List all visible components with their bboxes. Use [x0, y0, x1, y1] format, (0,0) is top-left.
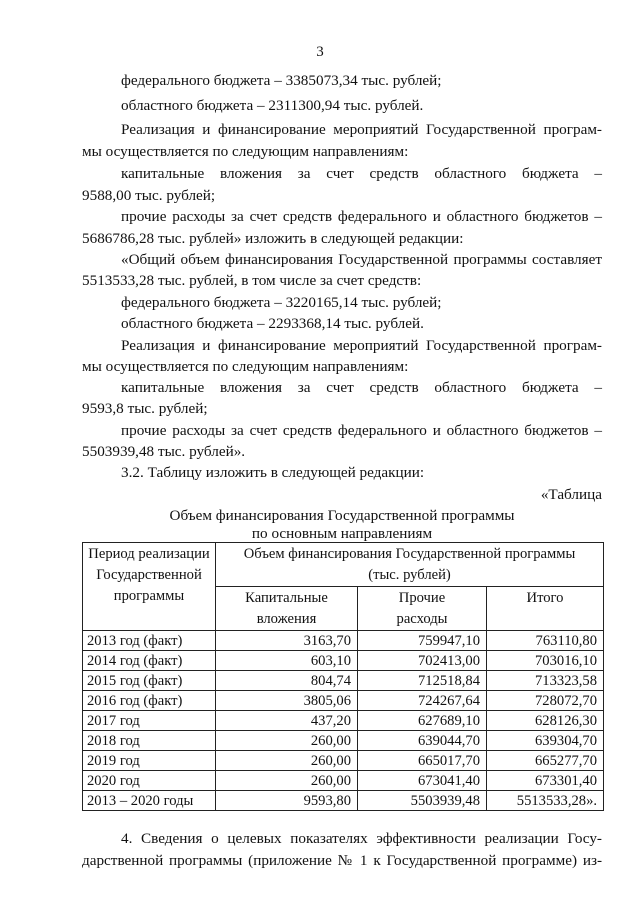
page-number: 3 [316, 44, 324, 60]
text-line: 3.2. Таблицу изложить в следующей редакции: [121, 464, 425, 481]
capital-cell: 9593,80 [216, 791, 358, 811]
period-cell: 2013 – 2020 годы [83, 791, 216, 811]
column-header-total: Итого [487, 587, 604, 631]
table-subtitle: по основным направлениям [251, 525, 433, 542]
table-row [83, 731, 604, 751]
period-cell: 2013 год (факт) [83, 631, 216, 651]
text-line: капитальные вложения за счет средств областного бюджета – [121, 165, 602, 182]
total-cell: 665277,70 [487, 751, 604, 771]
total-cell: 728072,70 [487, 691, 604, 711]
text-line: мы осуществляется по следующим направлениям: [82, 143, 409, 160]
other-cell: 702413,00 [358, 651, 487, 671]
period-header: Период реализации Государственной программы [83, 543, 216, 631]
capital-cell: 260,00 [216, 731, 358, 751]
total-cell: 763110,80 [487, 631, 604, 651]
table-row [83, 771, 604, 791]
text-line: 9588,00 тыс. рублей; [82, 187, 216, 204]
text-line: 9593,8 тыс. рублей; [82, 400, 208, 417]
text-line: 5503939,48 тыс. рублей». [82, 443, 246, 460]
period-cell: 2018 год [83, 731, 216, 751]
column-header-other: Прочие расходы [358, 587, 487, 631]
capital-cell: 260,00 [216, 771, 358, 791]
capital-cell: 260,00 [216, 751, 358, 771]
total-cell: 5513533,28». [487, 791, 604, 811]
capital-cell: 603,10 [216, 651, 358, 671]
table-row [83, 711, 604, 731]
table-row [83, 671, 604, 691]
capital-cell: 3805,06 [216, 691, 358, 711]
text-line: 5686786,28 тыс. рублей» изложить в следующей редакции: [82, 230, 464, 247]
period-cell: 2019 год [83, 751, 216, 771]
other-cell: 724267,64 [358, 691, 487, 711]
text-line: мы осуществляется по следующим направлениям: [82, 358, 409, 375]
other-cell: 5503939,48 [358, 791, 487, 811]
other-cell: 673041,40 [358, 771, 487, 791]
other-cell: 759947,10 [358, 631, 487, 651]
capital-cell: 804,74 [216, 671, 358, 691]
text-line: федерального бюджета – 3220165,14 тыс. рублей; [121, 294, 442, 311]
table-title: Объем финансирования Государственной программы [169, 507, 515, 524]
period-cell: 2017 год [83, 711, 216, 731]
period-cell: 2015 год (факт) [83, 671, 216, 691]
table-row [83, 751, 604, 771]
text-line: областного бюджета – 2293368,14 тыс. рублей. [121, 315, 424, 332]
text-line: Реализация и финансирование мероприятий Государственной програм- [121, 337, 602, 354]
text-line: дарственной программы (приложение № 1 к Государственной программе) из- [82, 852, 602, 869]
text-line: федерального бюджета – 3385073,34 тыс. рублей; [121, 72, 442, 89]
period-cell: 2020 год [83, 771, 216, 791]
volume-header: Объем финансирования Государственной программы (тыс. рублей) [216, 543, 604, 587]
other-cell: 665017,70 [358, 751, 487, 771]
other-cell: 627689,10 [358, 711, 487, 731]
total-cell: 628126,30 [487, 711, 604, 731]
table-label: «Таблица [540, 486, 602, 503]
financing-table [82, 542, 604, 811]
table-row [83, 651, 604, 671]
total-cell: 713323,58 [487, 671, 604, 691]
total-cell: 639304,70 [487, 731, 604, 751]
text-line: Реализация и финансирование мероприятий Государственной програм- [121, 121, 602, 138]
table-row [83, 631, 604, 651]
text-line: областного бюджета – 2311300,94 тыс. рублей. [121, 97, 424, 114]
capital-cell: 3163,70 [216, 631, 358, 651]
table-row-total [83, 791, 604, 811]
other-cell: 639044,70 [358, 731, 487, 751]
period-cell: 2014 год (факт) [83, 651, 216, 671]
text-line: 4. Сведения о целевых показателях эффективности реализации Госу- [121, 830, 602, 847]
text-line: прочие расходы за счет средств федерального и областного бюджетов – [121, 208, 602, 225]
text-line: «Общий объем финансирования Государственной программы составляет [121, 251, 602, 268]
text-line: капитальные вложения за счет средств областного бюджета – [121, 379, 602, 396]
text-line: прочие расходы за счет средств федерального и областного бюджетов – [121, 422, 602, 439]
text-line: 5513533,28 тыс. рублей, в том числе за счет средств: [82, 272, 422, 289]
other-cell: 712518,84 [358, 671, 487, 691]
table-row [83, 691, 604, 711]
total-cell: 703016,10 [487, 651, 604, 671]
total-cell: 673301,40 [487, 771, 604, 791]
capital-cell: 437,20 [216, 711, 358, 731]
column-header-capital: Капитальные вложения [216, 587, 358, 631]
period-cell: 2016 год (факт) [83, 691, 216, 711]
